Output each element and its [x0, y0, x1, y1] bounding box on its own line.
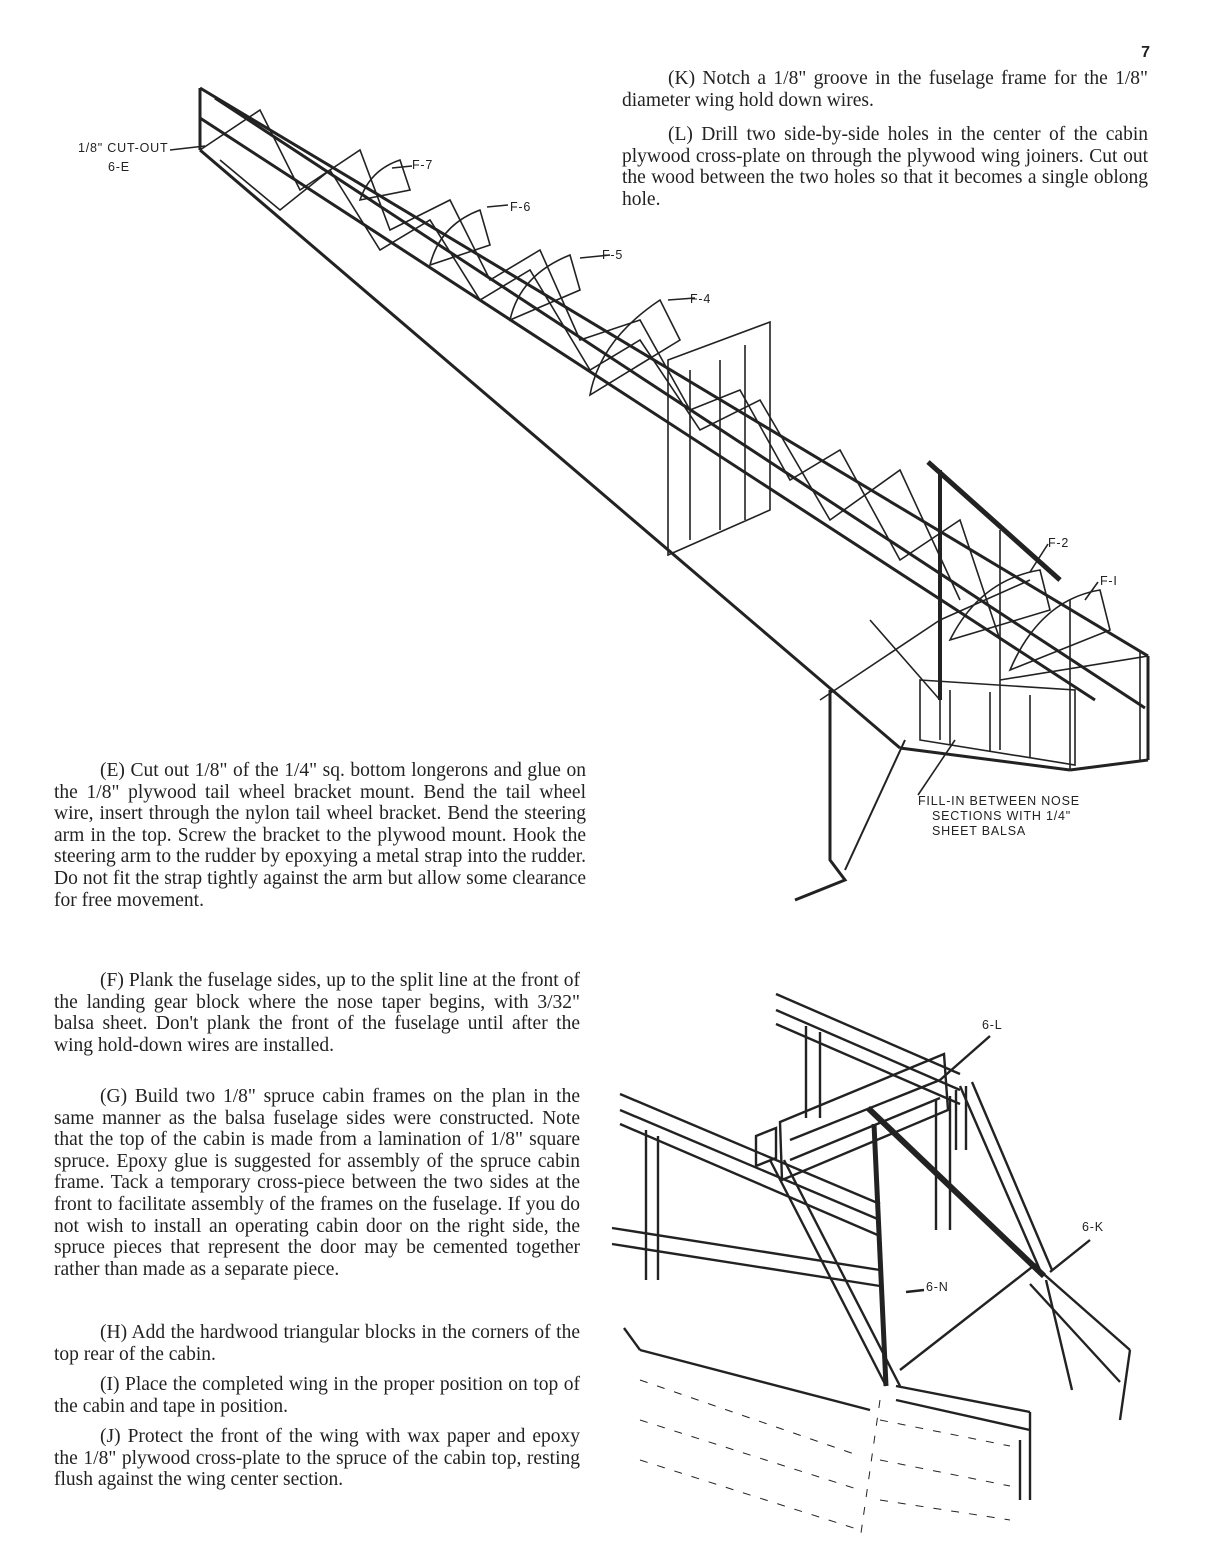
former-label-f6: F-6 — [510, 200, 532, 214]
former-label-f1: F-I — [1100, 574, 1118, 588]
paragraph-g: (G) Build two 1/8" spruce cabin frames on the plan in the same manner as the balsa fuselage sides were constructed. Note that the top of the cabin is made from a lamination of 1/8" square spruce. Epoxy glue is suggested for assembly of the spruce cabin frame. Tack a temporary cross-piece between the two sides at the front to facilitate assembly of the frames on the fuselage. If you do not wish to install an operating cabin door on the right side, the spruce pieces that represent the door may be cemented together rather than made as a separate piece. — [54, 1086, 580, 1280]
former-label-f2: F-2 — [1048, 536, 1070, 550]
former-label-f4: F-4 — [690, 292, 712, 306]
former-label-f7: F-7 — [412, 158, 434, 172]
paragraph-e: (E) Cut out 1/8" of the 1/4" sq. bottom longerons and glue on the 1/8" plywood tail wheel bracket mount. Bend the tail wheel wire, insert through the nylon tail wheel bracket. Bend the steering arm in the top. Screw the bracket to the plywood mount. Hook the steering arm to the rudder by epoxying a metal strap into the rudder. Do not fit the strap tightly against the arm but allow some clearance for free movement. — [54, 760, 586, 911]
paragraph-j: (J) Protect the front of the wing with wax paper and epoxy the 1/8" plywood cross-plate to the spruce of the cabin top, resting flush against the wing center section. — [54, 1426, 580, 1491]
paragraph-i: (I) Place the completed wing in the proper position on top of the cabin and tape in position. — [54, 1374, 580, 1417]
fill-note-line-2: SECTIONS WITH 1/4" — [932, 809, 1071, 823]
fill-note-line-1: FILL-IN BETWEEN NOSE — [918, 794, 1080, 808]
page-number: 7 — [1141, 44, 1150, 61]
paragraph-h: (H) Add the hardwood triangular blocks in the corners of the top rear of the cabin. — [54, 1322, 580, 1365]
paragraph-k: (K) Notch a 1/8" groove in the fuselage frame for the 1/8" diameter wing hold down wires. — [622, 68, 1148, 111]
former-label-f5: F-5 — [602, 248, 624, 262]
cutout-ref-label: 6-E — [108, 160, 130, 174]
detail-label-6n: 6-N — [926, 1280, 949, 1294]
paragraph-l: (L) Drill two side-by-side holes in the center of the cabin plywood cross-plate on through the plywood wing joiners. Cut out the wood between the two holes so that it becomes a single oblong hole. — [622, 124, 1148, 210]
detail-label-6k: 6-K — [1082, 1220, 1104, 1234]
cutout-label: 1/8" CUT-OUT — [78, 141, 169, 155]
detail-label-6l: 6-L — [982, 1018, 1003, 1032]
paragraph-f: (F) Plank the fuselage sides, up to the split line at the front of the landing gear block where the nose taper begins, with 3/32" balsa sheet. Don't plank the front of the fuselage until after the wing hold-down wires are installed. — [54, 970, 580, 1056]
fill-note-line-3: SHEET BALSA — [932, 824, 1027, 838]
